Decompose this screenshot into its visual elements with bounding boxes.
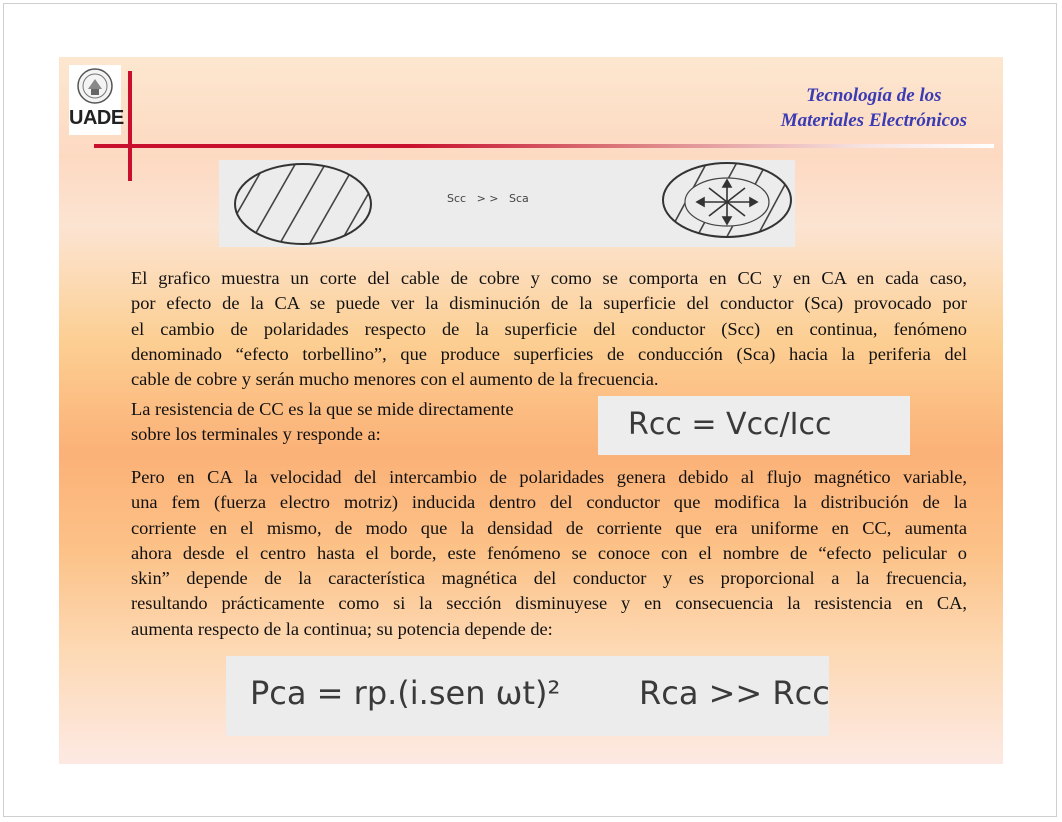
slide — [59, 57, 1003, 764]
paragraph-intro — [131, 266, 967, 392]
formula-text: Rcc = Vcc/Icc — [628, 407, 832, 442]
paragraph-line: El grafico muestra un corte del cable de cobre y como se comporta en CC y en CA en cada caso, — [131, 268, 967, 288]
paragraph-skin-effect — [131, 465, 967, 642]
cable-cross-section-figure — [219, 160, 795, 247]
paragraph-line: corriente en el mismo, de modo que la densidad de corriente que era uniforme en CC, aumenta — [131, 517, 967, 538]
formula-resistance-comparison: Rca >> Rcc — [639, 674, 830, 712]
paragraph-line: skin” depende de la característica magnética del conductor y es proporcional a la frecuencia, — [131, 568, 967, 589]
course-title-line-2: Materiales Electrónicos — [780, 110, 967, 131]
paragraph-line: sobre los terminales y responde a: — [131, 424, 381, 445]
uade-logo — [69, 65, 124, 135]
dc-section-icon — [219, 160, 399, 247]
header-vertical-rule — [128, 71, 132, 181]
paragraph-line: por efecto de la CA se puede ver la disminución de la superficie del conductor (Sca) provocado por — [131, 293, 967, 314]
paragraph-line: denominado “efecto torbellino”, que produce superficies de conducción (Sca) hacia la periferia del — [131, 343, 967, 364]
ac-section-icon — [619, 160, 795, 247]
paragraph-line: aumenta respecto de la continua; su potencia depende de: — [131, 618, 553, 639]
formula-ac-power — [226, 656, 829, 736]
paragraph-line: una fem (fuerza electro motriz) inducida dentro del conductor que modifica la distribución de la — [131, 492, 967, 513]
header-horizontal-rule — [94, 144, 994, 148]
paragraph-line: resultando prácticamente como si la sección disminuyese y en consecuencia la resistencia en CA, — [131, 593, 967, 614]
paragraph-line: ahora desde el centro hasta el borde, este fenómeno se conoce con el nombre de “efecto pelicular o — [131, 542, 967, 563]
paragraph-line: el cambio de polaridades respecto de la superficie del conductor (Scc) en continua, fenómeno — [131, 318, 967, 339]
logo-text: UADE — [69, 107, 124, 129]
paragraph-line: Pero en CA la velocidad del intercambio de polaridades genera debido al flujo magnético variable, — [131, 467, 967, 487]
course-title-line-1: Tecnología de los — [806, 85, 942, 106]
paragraph-line: La resistencia de CC es la que se mide directamente — [131, 399, 514, 419]
formula-dc-resistance — [598, 396, 910, 455]
paragraph-dc-resistance — [131, 397, 571, 448]
paragraph-line: cable de cobre y serán mucho menores con el aumento de la frecuencia. — [131, 369, 659, 390]
formula-power: Pca = rp.(i.sen ωt)² — [250, 674, 561, 712]
course-title — [781, 83, 967, 133]
university-seal-icon — [76, 67, 114, 105]
section-comparison-label: Scc > > Sca — [447, 192, 529, 205]
